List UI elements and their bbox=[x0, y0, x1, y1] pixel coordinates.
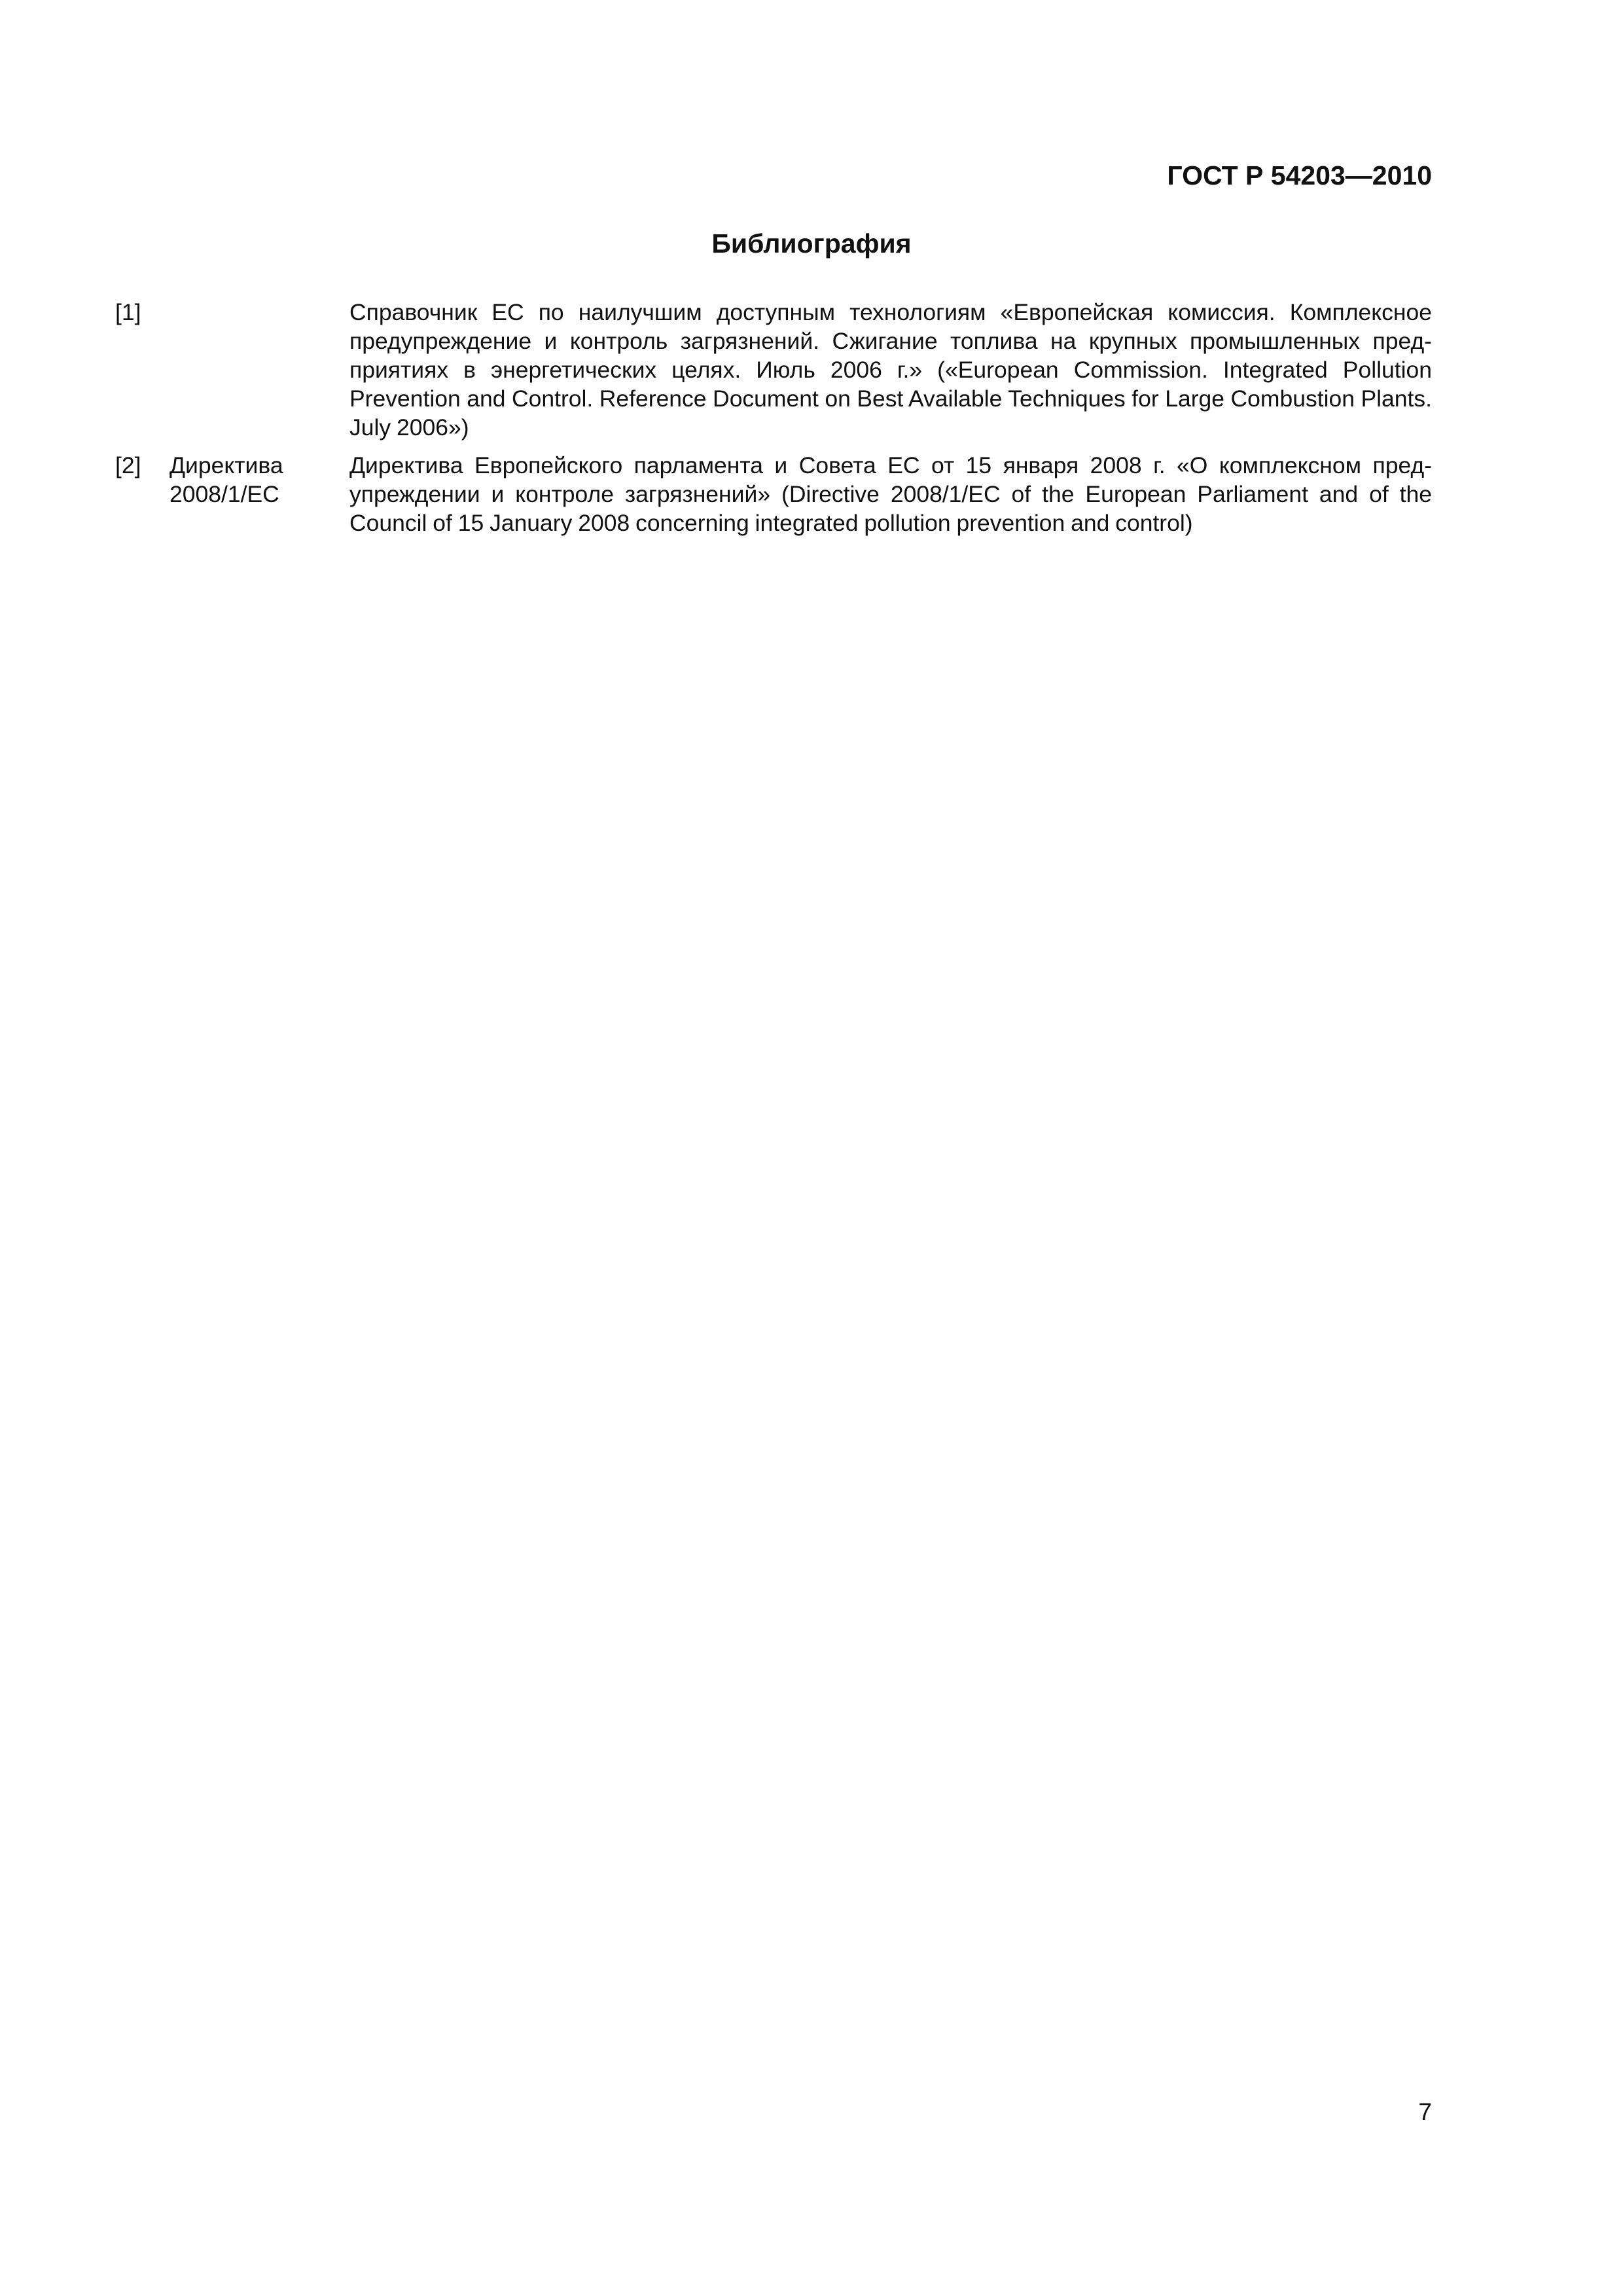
bibliography-entry-2 bbox=[115, 451, 1432, 537]
standard-code-header: ГОСТ Р 54203—2010 bbox=[1167, 160, 1432, 190]
entry-text: Директива Европейского парламента и Совета ЕС от 15 января 2008 г. «О комплексном предупреждении и контроле загрязнений» (Directive 2008/1/EC of the European Parliament and of the Council of 15 January 2008 concerning integrated pollution prevention and control) bbox=[349, 452, 1432, 536]
entry-number: [1] bbox=[115, 299, 141, 325]
section-title: Библиография bbox=[711, 228, 912, 259]
page-number: 7 bbox=[1418, 2098, 1432, 2125]
entry-label-line-2: 2008/1/ЕС bbox=[169, 481, 279, 507]
entry-number: [2] bbox=[115, 452, 141, 478]
entry-text: Справочник ЕС по наилучшим доступным технологиям «Европейская комиссия. Комплексное предупреждение и контроль загрязнений. Сжигание топлива на крупных промышленных предприятиях в энергетических целях. Июль 2006 г.» («European Commission. Integrated Pollution Prevention and Control. Reference Document on Best Available Techniques for Large Combustion Plants. July 2006») bbox=[349, 299, 1432, 440]
entry-label-line-1: Директива bbox=[169, 452, 283, 478]
bibliography-list bbox=[115, 298, 1432, 547]
bibliography-entry-1 bbox=[115, 298, 1432, 442]
entry-label bbox=[169, 451, 333, 509]
